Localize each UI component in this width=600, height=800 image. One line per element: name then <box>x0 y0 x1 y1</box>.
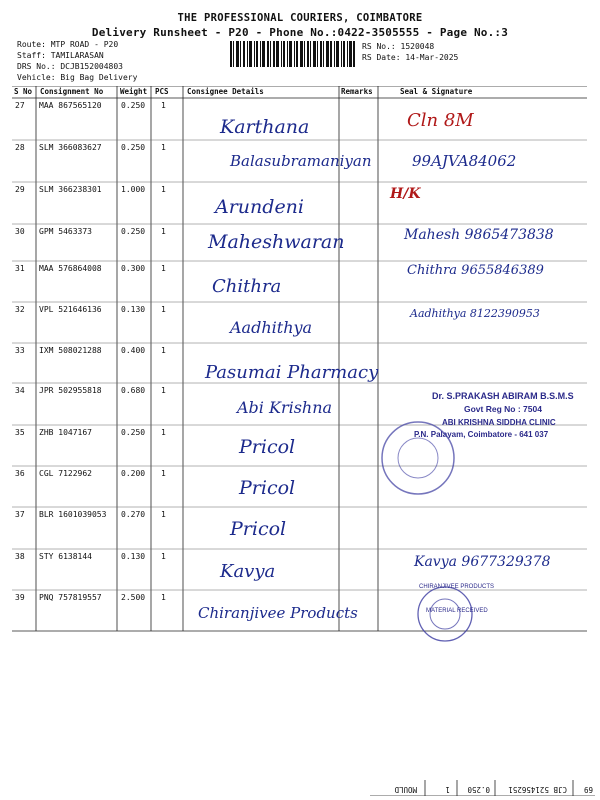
rs-date: RS Date: 14-Mar-2025 <box>362 53 459 62</box>
signature-handwriting: Aadhithya 8122390953 <box>410 307 540 320</box>
row-consignment-no: BLR 1601039053 <box>39 510 107 519</box>
row-sno: 39 <box>15 593 25 602</box>
footer-weight: 0.250 <box>467 785 490 794</box>
row-consignment-no: JPR 502955818 <box>39 386 102 395</box>
stamp-doctor-name: Dr. S.PRAKASH ABIRAM B.S.M.S <box>432 391 574 401</box>
consignee-handwriting: Arundeni <box>215 196 304 218</box>
row-consignment-no: CGL 7122962 <box>39 469 92 478</box>
drs-label: DRS No.: DCJB152004803 <box>17 62 123 71</box>
consignee-handwriting: Pricol <box>239 436 296 458</box>
row-sno: 33 <box>15 346 25 355</box>
footer-lines <box>370 780 595 796</box>
consignee-handwriting: Karthana <box>220 116 310 138</box>
row-weight: 0.250 <box>121 143 146 152</box>
col-header-sno: S No <box>14 87 33 96</box>
row-consignment-no: GPM 5463373 <box>39 227 92 236</box>
row-pcs: 1 <box>161 428 166 437</box>
consignee-handwriting: Pricol <box>239 477 296 499</box>
row-weight: 0.680 <box>121 386 146 395</box>
row-sno: 27 <box>15 101 25 110</box>
row-consignment-no: IXM 508021288 <box>39 346 102 355</box>
consignee-handwriting: Abi Krishna <box>237 398 333 417</box>
row-weight: 0.250 <box>121 101 146 110</box>
row-consignment-no: VPL 521646136 <box>39 305 102 314</box>
row-consignment-no: SLM 366083627 <box>39 143 102 152</box>
row-pcs: 1 <box>161 227 166 236</box>
col-header-remarks: Remarks <box>341 87 373 96</box>
row-sno: 34 <box>15 386 25 395</box>
signature-handwriting: H/K <box>390 186 421 202</box>
vehicle-label: Vehicle: Big Bag Delivery <box>17 73 138 82</box>
stamp-clinic-name: ABI KRISHNA SIDDHA CLINIC <box>442 418 556 427</box>
signature-handwriting: Chithra 9655846389 <box>407 263 544 278</box>
consignee-handwriting: Pricol <box>230 518 287 540</box>
row-consignment-no: MAA 576864008 <box>39 264 102 273</box>
footer-pcs: 1 <box>445 785 450 794</box>
row-weight: 0.130 <box>121 552 146 561</box>
consignee-handwriting: Aadhithya <box>230 318 313 337</box>
row-weight: 0.250 <box>121 227 146 236</box>
row-pcs: 1 <box>161 185 166 194</box>
row-pcs: 1 <box>161 143 166 152</box>
row-weight: 0.250 <box>121 428 146 437</box>
barcode-icon <box>230 41 355 67</box>
signature-handwriting: Kavya 9677329378 <box>414 554 551 570</box>
row-pcs: 1 <box>161 101 166 110</box>
consignee-handwriting: Balasubramaniyan <box>230 152 372 170</box>
row-pcs: 1 <box>161 264 166 273</box>
row-weight: 0.400 <box>121 346 146 355</box>
row-consignment-no: STY 6138144 <box>39 552 92 561</box>
consignee-handwriting: Maheshwaran <box>208 231 345 253</box>
runsheet-subtitle: Delivery Runsheet - P20 - Phone No.:0422-3505555 - Page No.:3 <box>91 26 509 39</box>
footer-upside-down-row <box>370 780 595 796</box>
row-pcs: 1 <box>161 552 166 561</box>
route-label: Route: MTP ROAD - P20 <box>17 40 119 49</box>
row-sno: 32 <box>15 305 25 314</box>
col-header-weight: Weight <box>120 87 148 96</box>
consignee-handwriting: Chithra <box>212 276 282 297</box>
row-sno: 37 <box>15 510 25 519</box>
col-header-seal-signature: Seal & Signature <box>400 87 473 96</box>
row-consignment-no: PNQ 757819557 <box>39 593 102 602</box>
consignee-handwriting: Kavya <box>220 561 276 582</box>
signature-handwriting: Mahesh 9865473838 <box>404 227 554 243</box>
row-weight: 0.200 <box>121 469 146 478</box>
signature-handwriting: 99AJVA84062 <box>412 152 517 170</box>
row-sno: 29 <box>15 185 25 194</box>
col-header-pcs: PCS <box>155 87 169 96</box>
row-pcs: 1 <box>161 346 166 355</box>
row-pcs: 1 <box>161 469 166 478</box>
row-consignment-no: SLM 366238301 <box>39 185 102 194</box>
rs-number: RS No.: 1520048 <box>362 42 435 51</box>
consignee-handwriting: Pasumai Pharmacy <box>205 362 379 383</box>
row-weight: 0.130 <box>121 305 146 314</box>
staff-label: Staff: TAMILARASAN <box>17 51 104 60</box>
stamp-address: P.N. Palayam, Coimbatore - 641 037 <box>414 430 549 439</box>
row-pcs: 1 <box>161 305 166 314</box>
row-pcs: 1 <box>161 510 166 519</box>
row-pcs: 1 <box>161 593 166 602</box>
row-weight: 2.500 <box>121 593 146 602</box>
col-header-consignee: Consignee Details <box>187 87 264 96</box>
signature-handwriting: Cln 8M <box>407 110 474 131</box>
row-pcs: 1 <box>161 386 166 395</box>
row-weight: 1.000 <box>121 185 146 194</box>
row-sno: 28 <box>15 143 25 152</box>
footer-consignment: CJB 521456251 <box>508 785 567 794</box>
row-sno: 35 <box>15 428 25 437</box>
row-sno: 38 <box>15 552 25 561</box>
row-sno: 30 <box>15 227 25 236</box>
round-seal-icon <box>378 416 468 506</box>
material-received-seal-icon <box>410 584 480 646</box>
footer-consignee: MOULD <box>394 785 417 794</box>
row-weight: 0.300 <box>121 264 146 273</box>
material-stamp-top-text: CHIRANJIVEE PRODUCTS <box>419 584 495 590</box>
material-stamp-mid-text: MATERIAL RECEIVED <box>426 608 488 614</box>
row-sno: 36 <box>15 469 25 478</box>
row-consignment-no: MAA 867565120 <box>39 101 102 110</box>
row-sno: 31 <box>15 264 25 273</box>
consignee-handwriting: Chiranjivee Products <box>198 604 358 622</box>
col-header-consignment: Consignment No <box>40 87 104 96</box>
row-weight: 0.270 <box>121 510 146 519</box>
row-consignment-no: ZHB 1047167 <box>39 428 92 437</box>
runsheet-table <box>12 86 587 632</box>
company-title: THE PROFESSIONAL COURIERS, COIMBATORE <box>177 12 423 24</box>
footer-sno: 69 <box>583 785 593 794</box>
stamp-reg-no: Govt Reg No : 7504 <box>464 404 542 414</box>
